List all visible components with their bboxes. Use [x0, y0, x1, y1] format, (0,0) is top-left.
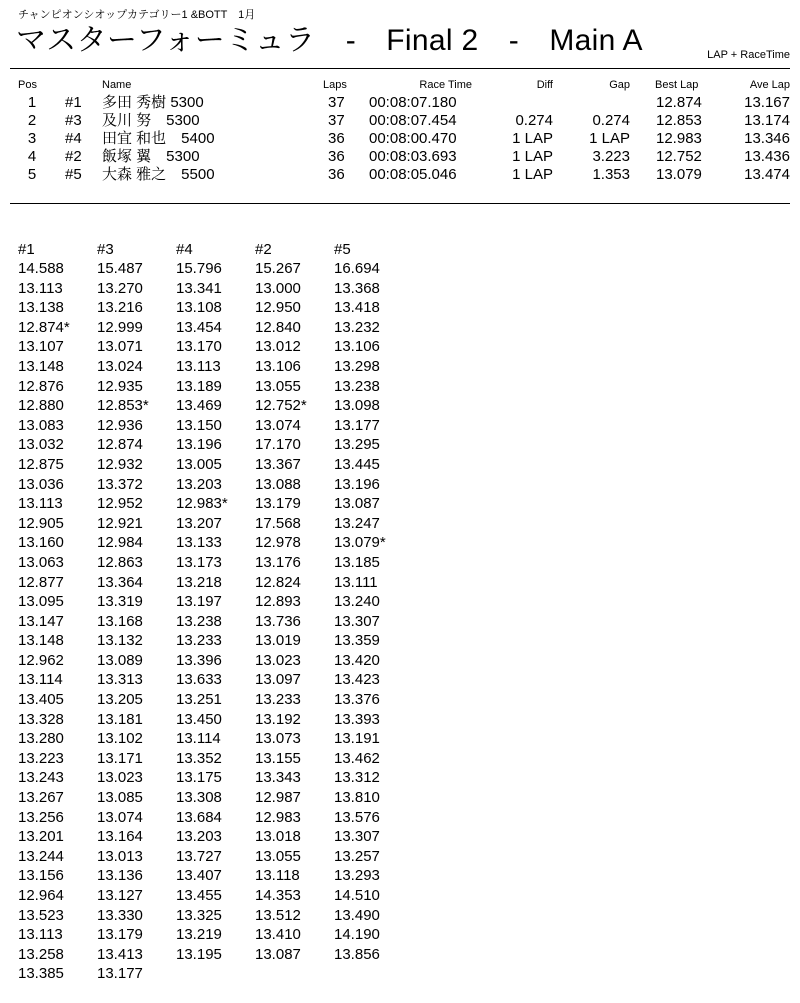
lap-time: 13.219	[176, 926, 222, 944]
results-table	[0, 78, 800, 184]
lap-time: 13.469	[176, 397, 222, 415]
row-car-number: #2	[65, 148, 82, 165]
lap-time: 14.588	[18, 260, 64, 277]
lap-time: 13.244	[18, 847, 64, 865]
lap-time: 13.313	[97, 671, 143, 689]
lap-time: 13.191	[334, 730, 380, 748]
row-best-lap: 13.079	[656, 166, 702, 183]
lap-time: 13.633	[176, 671, 222, 689]
lap-time: 13.113	[18, 279, 63, 297]
lap-time: 13.410	[255, 926, 301, 944]
lap-time: 12.853*	[97, 397, 149, 415]
series-name: チャンピオンシオップカテゴリー1 &BOTT 1月	[18, 9, 256, 21]
row-diff: 1 LAP	[512, 166, 553, 183]
row-diff: 0.274	[515, 112, 553, 129]
lap-time: 12.935	[97, 377, 143, 395]
lap-time: 13.727	[176, 847, 222, 865]
lap-time: 13.085	[97, 789, 143, 807]
row-driver-name: 飯塚 翼 5300	[102, 148, 200, 165]
lap-time: 12.962	[18, 651, 64, 669]
lap-time: 13.023	[97, 769, 143, 787]
lap-time: 12.880	[18, 397, 64, 415]
lap-time: 13.189	[176, 377, 222, 395]
row-ave-lap: 13.174	[744, 112, 790, 129]
lap-time: 13.074	[255, 416, 301, 434]
lap-time: 13.368	[334, 279, 380, 297]
lap-time: 13.280	[18, 730, 64, 748]
lap-chart	[18, 240, 413, 984]
lap-time: 12.874*	[18, 318, 70, 336]
lap-column-car-number: #5	[334, 241, 351, 258]
lap-time: 12.984	[97, 534, 143, 552]
lap-time: 13.106	[334, 338, 380, 356]
lap-time: 13.024	[97, 357, 143, 375]
lap-time: 13.005	[176, 455, 222, 473]
lap-time: 13.418	[334, 299, 380, 317]
lap-time: 16.694	[334, 260, 380, 277]
lap-time: 13.367	[255, 455, 301, 473]
lap-time: 12.964	[18, 887, 64, 904]
lap-time: 13.111	[334, 573, 378, 591]
lap-time: 13.147	[18, 612, 64, 630]
row-pos: 1	[27, 94, 37, 111]
row-driver-name: 及川 努 5300	[102, 112, 200, 129]
lap-time: 13.385	[18, 965, 64, 983]
col-header-laps: Laps	[323, 79, 347, 91]
lap-time: 12.824	[255, 573, 301, 591]
lap-time: 13.073	[255, 730, 301, 748]
lap-time: 13.107	[18, 338, 64, 356]
lap-time: 13.423	[334, 671, 380, 689]
lap-time: 13.512	[255, 906, 301, 924]
lap-time: 13.063	[18, 553, 64, 571]
lap-time: 12.978	[255, 534, 301, 552]
lap-time: 12.875	[18, 455, 64, 473]
lap-time: 14.510	[334, 887, 380, 904]
results-row	[0, 130, 800, 148]
row-pos: 2	[27, 112, 37, 129]
lap-time: 13.032	[18, 436, 64, 454]
lap-time: 13.097	[255, 671, 301, 689]
lap-time: 13.087	[334, 495, 380, 513]
row-laps: 36	[328, 148, 345, 165]
row-pos: 4	[27, 148, 37, 165]
lap-time: 13.079*	[334, 534, 386, 552]
lap-time: 13.176	[255, 553, 301, 571]
lap-time: 13.175	[176, 769, 222, 787]
lap-time: 13.376	[334, 691, 380, 709]
lap-time: 13.445	[334, 455, 380, 473]
lap-column-car-number: #2	[255, 241, 272, 258]
col-header-pos: Pos	[18, 79, 37, 91]
lap-time: 13.736	[255, 612, 301, 630]
lap-time: 13.087	[255, 945, 301, 963]
lap-time: 12.983	[255, 808, 301, 826]
lap-time: 13.127	[97, 887, 143, 904]
lap-time: 13.405	[18, 691, 64, 709]
row-driver-name: 大森 雅之 5500	[102, 166, 215, 183]
lap-time: 13.307	[334, 828, 380, 846]
row-race-time: 00:08:05.046	[369, 166, 457, 183]
lap-time: 13.132	[97, 632, 143, 650]
lap-time: 13.197	[176, 593, 222, 611]
row-best-lap: 12.752	[656, 148, 702, 165]
results-row	[0, 166, 800, 184]
row-laps: 36	[328, 166, 345, 183]
lap-time: 13.114	[176, 730, 221, 748]
lap-time: 13.454	[176, 318, 222, 336]
row-best-lap: 12.853	[656, 112, 702, 129]
lap-time: 13.156	[18, 867, 64, 885]
lap-time: 15.267	[255, 260, 301, 277]
row-ave-lap: 13.346	[744, 130, 790, 147]
row-car-number: #4	[65, 130, 82, 147]
lap-time: 13.257	[334, 847, 380, 865]
lap-time: 12.752*	[255, 397, 307, 415]
lap-time: 13.179	[255, 495, 301, 513]
col-header-name: Name	[102, 79, 132, 91]
lap-time: 15.487	[97, 260, 143, 277]
lap-time: 13.023	[255, 651, 301, 669]
row-diff: 1 LAP	[512, 148, 553, 165]
lap-time: 13.098	[334, 397, 380, 415]
results-header-row	[0, 78, 800, 94]
lap-time: 13.000	[255, 279, 301, 297]
lap-column-car-number: #3	[97, 241, 114, 258]
lap-time: 12.863	[97, 553, 143, 571]
lap-column-car-number: #4	[176, 241, 193, 258]
lap-time: 13.118	[255, 867, 300, 885]
row-driver-name: 多田 秀樹 5300	[102, 94, 204, 111]
lap-time: 12.987	[255, 789, 301, 807]
lap-time: 13.102	[97, 730, 143, 748]
lap-time: 13.171	[97, 749, 143, 767]
lap-time: 13.177	[334, 416, 380, 434]
lap-time: 13.179	[97, 926, 143, 944]
top-divider	[10, 68, 790, 69]
lap-time: 15.796	[176, 260, 222, 277]
lap-time: 13.247	[334, 514, 380, 532]
lap-time: 13.238	[176, 612, 222, 630]
lap-time: 13.055	[255, 377, 301, 395]
lap-time: 13.328	[18, 710, 64, 728]
lap-time: 13.343	[255, 769, 301, 787]
lap-time: 13.205	[97, 691, 143, 709]
lap-time: 12.952	[97, 495, 143, 513]
lap-time: 12.905	[18, 514, 64, 532]
lap-time: 13.133	[176, 534, 222, 552]
lap-time: 13.420	[334, 651, 380, 669]
lap-time: 13.136	[97, 867, 143, 885]
row-race-time: 00:08:07.180	[369, 94, 457, 111]
lap-time: 13.095	[18, 593, 64, 611]
lap-time: 13.359	[334, 632, 380, 650]
lap-time: 13.684	[176, 808, 222, 826]
lap-time: 13.164	[97, 828, 143, 846]
section-divider	[10, 203, 790, 204]
lap-time: 13.019	[255, 632, 301, 650]
lap-time: 13.293	[334, 867, 380, 885]
lap-time: 13.240	[334, 593, 380, 611]
col-header-gap: Gap	[609, 79, 630, 91]
lap-time: 13.295	[334, 436, 380, 454]
lap-column	[97, 240, 176, 984]
lap-time: 13.201	[18, 828, 64, 846]
lap-time: 13.012	[255, 338, 301, 356]
lap-time: 13.113	[18, 495, 63, 513]
lap-time: 13.155	[255, 749, 301, 767]
results-row	[0, 112, 800, 130]
row-driver-name: 田宜 和也 5400	[102, 130, 215, 147]
lap-time: 17.568	[255, 514, 301, 532]
lap-time: 12.840	[255, 318, 301, 336]
row-car-number: #3	[65, 112, 82, 129]
lap-time: 13.256	[18, 808, 64, 826]
lap-time: 14.190	[334, 926, 380, 944]
lap-time: 13.106	[255, 357, 301, 375]
lap-time: 13.018	[255, 828, 301, 846]
report-type-label: LAP + RaceTime	[707, 49, 790, 61]
lap-time: 13.233	[255, 691, 301, 709]
lap-time: 13.232	[334, 318, 380, 336]
row-ave-lap: 13.436	[744, 148, 790, 165]
lap-time: 12.983*	[176, 495, 228, 513]
lap-time: 13.330	[97, 906, 143, 924]
lap-column	[334, 240, 413, 984]
lap-time: 13.108	[176, 299, 222, 317]
lap-time: 12.877	[18, 573, 64, 591]
col-header-best-lap: Best Lap	[655, 79, 699, 91]
lap-time: 13.319	[97, 593, 143, 611]
lap-time: 13.462	[334, 749, 380, 767]
lap-column	[18, 240, 97, 984]
row-best-lap: 12.983	[656, 130, 702, 147]
lap-time: 13.576	[334, 808, 380, 826]
row-car-number: #5	[65, 166, 82, 183]
row-best-lap: 12.874	[656, 94, 702, 111]
lap-time: 13.074	[97, 808, 143, 826]
row-diff: 1 LAP	[512, 130, 553, 147]
lap-time: 13.308	[176, 789, 222, 807]
results-body	[0, 94, 800, 184]
lap-time: 14.353	[255, 887, 301, 904]
lap-time: 13.207	[176, 514, 222, 532]
lap-time: 13.203	[176, 828, 222, 846]
lap-time: 13.251	[176, 691, 222, 709]
lap-time: 13.168	[97, 612, 143, 630]
lap-time: 13.195	[176, 945, 222, 963]
lap-time: 13.413	[97, 945, 143, 963]
lap-column-car-number: #1	[18, 241, 35, 258]
lap-time: 13.223	[18, 749, 64, 767]
lap-time: 13.071	[97, 338, 143, 356]
lap-time: 13.352	[176, 749, 222, 767]
row-pos: 3	[27, 130, 37, 147]
row-race-time: 00:08:00.470	[369, 130, 457, 147]
lap-time: 13.113	[176, 357, 221, 375]
lap-time: 13.307	[334, 612, 380, 630]
lap-time: 13.258	[18, 945, 64, 963]
lap-time: 13.396	[176, 651, 222, 669]
row-gap: 0.274	[592, 112, 630, 129]
lap-time: 13.170	[176, 338, 222, 356]
row-laps: 36	[328, 130, 345, 147]
lap-time: 13.013	[97, 847, 143, 865]
lap-time: 13.372	[97, 475, 143, 493]
lap-time: 13.298	[334, 357, 380, 375]
lap-time: 13.173	[176, 553, 222, 571]
lap-time: 13.089	[97, 651, 143, 669]
lap-time: 13.203	[176, 475, 222, 493]
lap-time: 13.233	[176, 632, 222, 650]
lap-time: 12.950	[255, 299, 301, 317]
lap-time: 13.138	[18, 299, 64, 317]
lap-time: 13.181	[97, 710, 143, 728]
lap-time: 12.936	[97, 416, 143, 434]
lap-time: 12.876	[18, 377, 64, 395]
lap-time: 13.185	[334, 553, 380, 571]
lap-time: 13.325	[176, 906, 222, 924]
col-header-race-time: Race Time	[419, 79, 472, 91]
results-row	[0, 94, 800, 112]
row-race-time: 00:08:03.693	[369, 148, 457, 165]
row-pos: 5	[27, 166, 37, 183]
lap-time: 13.267	[18, 789, 64, 807]
lap-time: 13.216	[97, 299, 143, 317]
row-race-time: 00:08:07.454	[369, 112, 457, 129]
lap-time: 13.113	[18, 926, 63, 944]
row-car-number: #1	[65, 94, 82, 111]
lap-time: 13.270	[97, 279, 143, 297]
lap-time: 13.455	[176, 887, 222, 904]
lap-time: 13.192	[255, 710, 301, 728]
lap-column	[176, 240, 255, 984]
lap-time: 17.170	[255, 436, 301, 454]
lap-time: 13.341	[176, 279, 222, 297]
lap-time: 13.196	[176, 436, 222, 454]
row-ave-lap: 13.474	[744, 166, 790, 183]
lap-time: 13.055	[255, 847, 301, 865]
row-ave-lap: 13.167	[744, 94, 790, 111]
col-header-diff: Diff	[536, 79, 553, 91]
lap-time: 13.450	[176, 710, 222, 728]
lap-time: 12.874	[97, 436, 143, 454]
lap-time: 12.932	[97, 455, 143, 473]
row-gap: 1.353	[592, 166, 630, 183]
lap-time: 12.921	[97, 514, 143, 532]
lap-time: 13.407	[176, 867, 222, 885]
lap-time: 13.160	[18, 534, 64, 552]
lap-time: 13.083	[18, 416, 64, 434]
lap-time: 12.893	[255, 593, 301, 611]
lap-time: 13.238	[334, 377, 380, 395]
lap-time: 13.312	[334, 769, 380, 787]
row-laps: 37	[328, 94, 345, 111]
lap-time: 13.218	[176, 573, 222, 591]
lap-time: 13.150	[176, 416, 222, 434]
lap-time: 13.148	[18, 632, 64, 650]
row-laps: 37	[328, 112, 345, 129]
lap-time: 13.364	[97, 573, 143, 591]
lap-time: 13.243	[18, 769, 64, 787]
lap-time: 13.810	[334, 789, 380, 807]
results-row	[0, 148, 800, 166]
lap-time: 12.999	[97, 318, 143, 336]
lap-column	[255, 240, 334, 984]
row-gap: 3.223	[592, 148, 630, 165]
row-gap: 1 LAP	[589, 130, 630, 147]
lap-time: 13.393	[334, 710, 380, 728]
lap-time: 13.114	[18, 671, 63, 689]
lap-time: 13.196	[334, 475, 380, 493]
page-title: マスターフォーミュラ - Final 2 - Main A	[16, 24, 643, 57]
col-header-ave-lap: Ave Lap	[749, 79, 790, 91]
lap-time: 13.036	[18, 475, 64, 493]
lap-time: 13.523	[18, 906, 64, 924]
lap-time: 13.490	[334, 906, 380, 924]
lap-time: 13.148	[18, 357, 64, 375]
lap-time: 13.177	[97, 965, 143, 983]
lap-time: 13.088	[255, 475, 301, 493]
lap-time: 13.856	[334, 945, 380, 963]
